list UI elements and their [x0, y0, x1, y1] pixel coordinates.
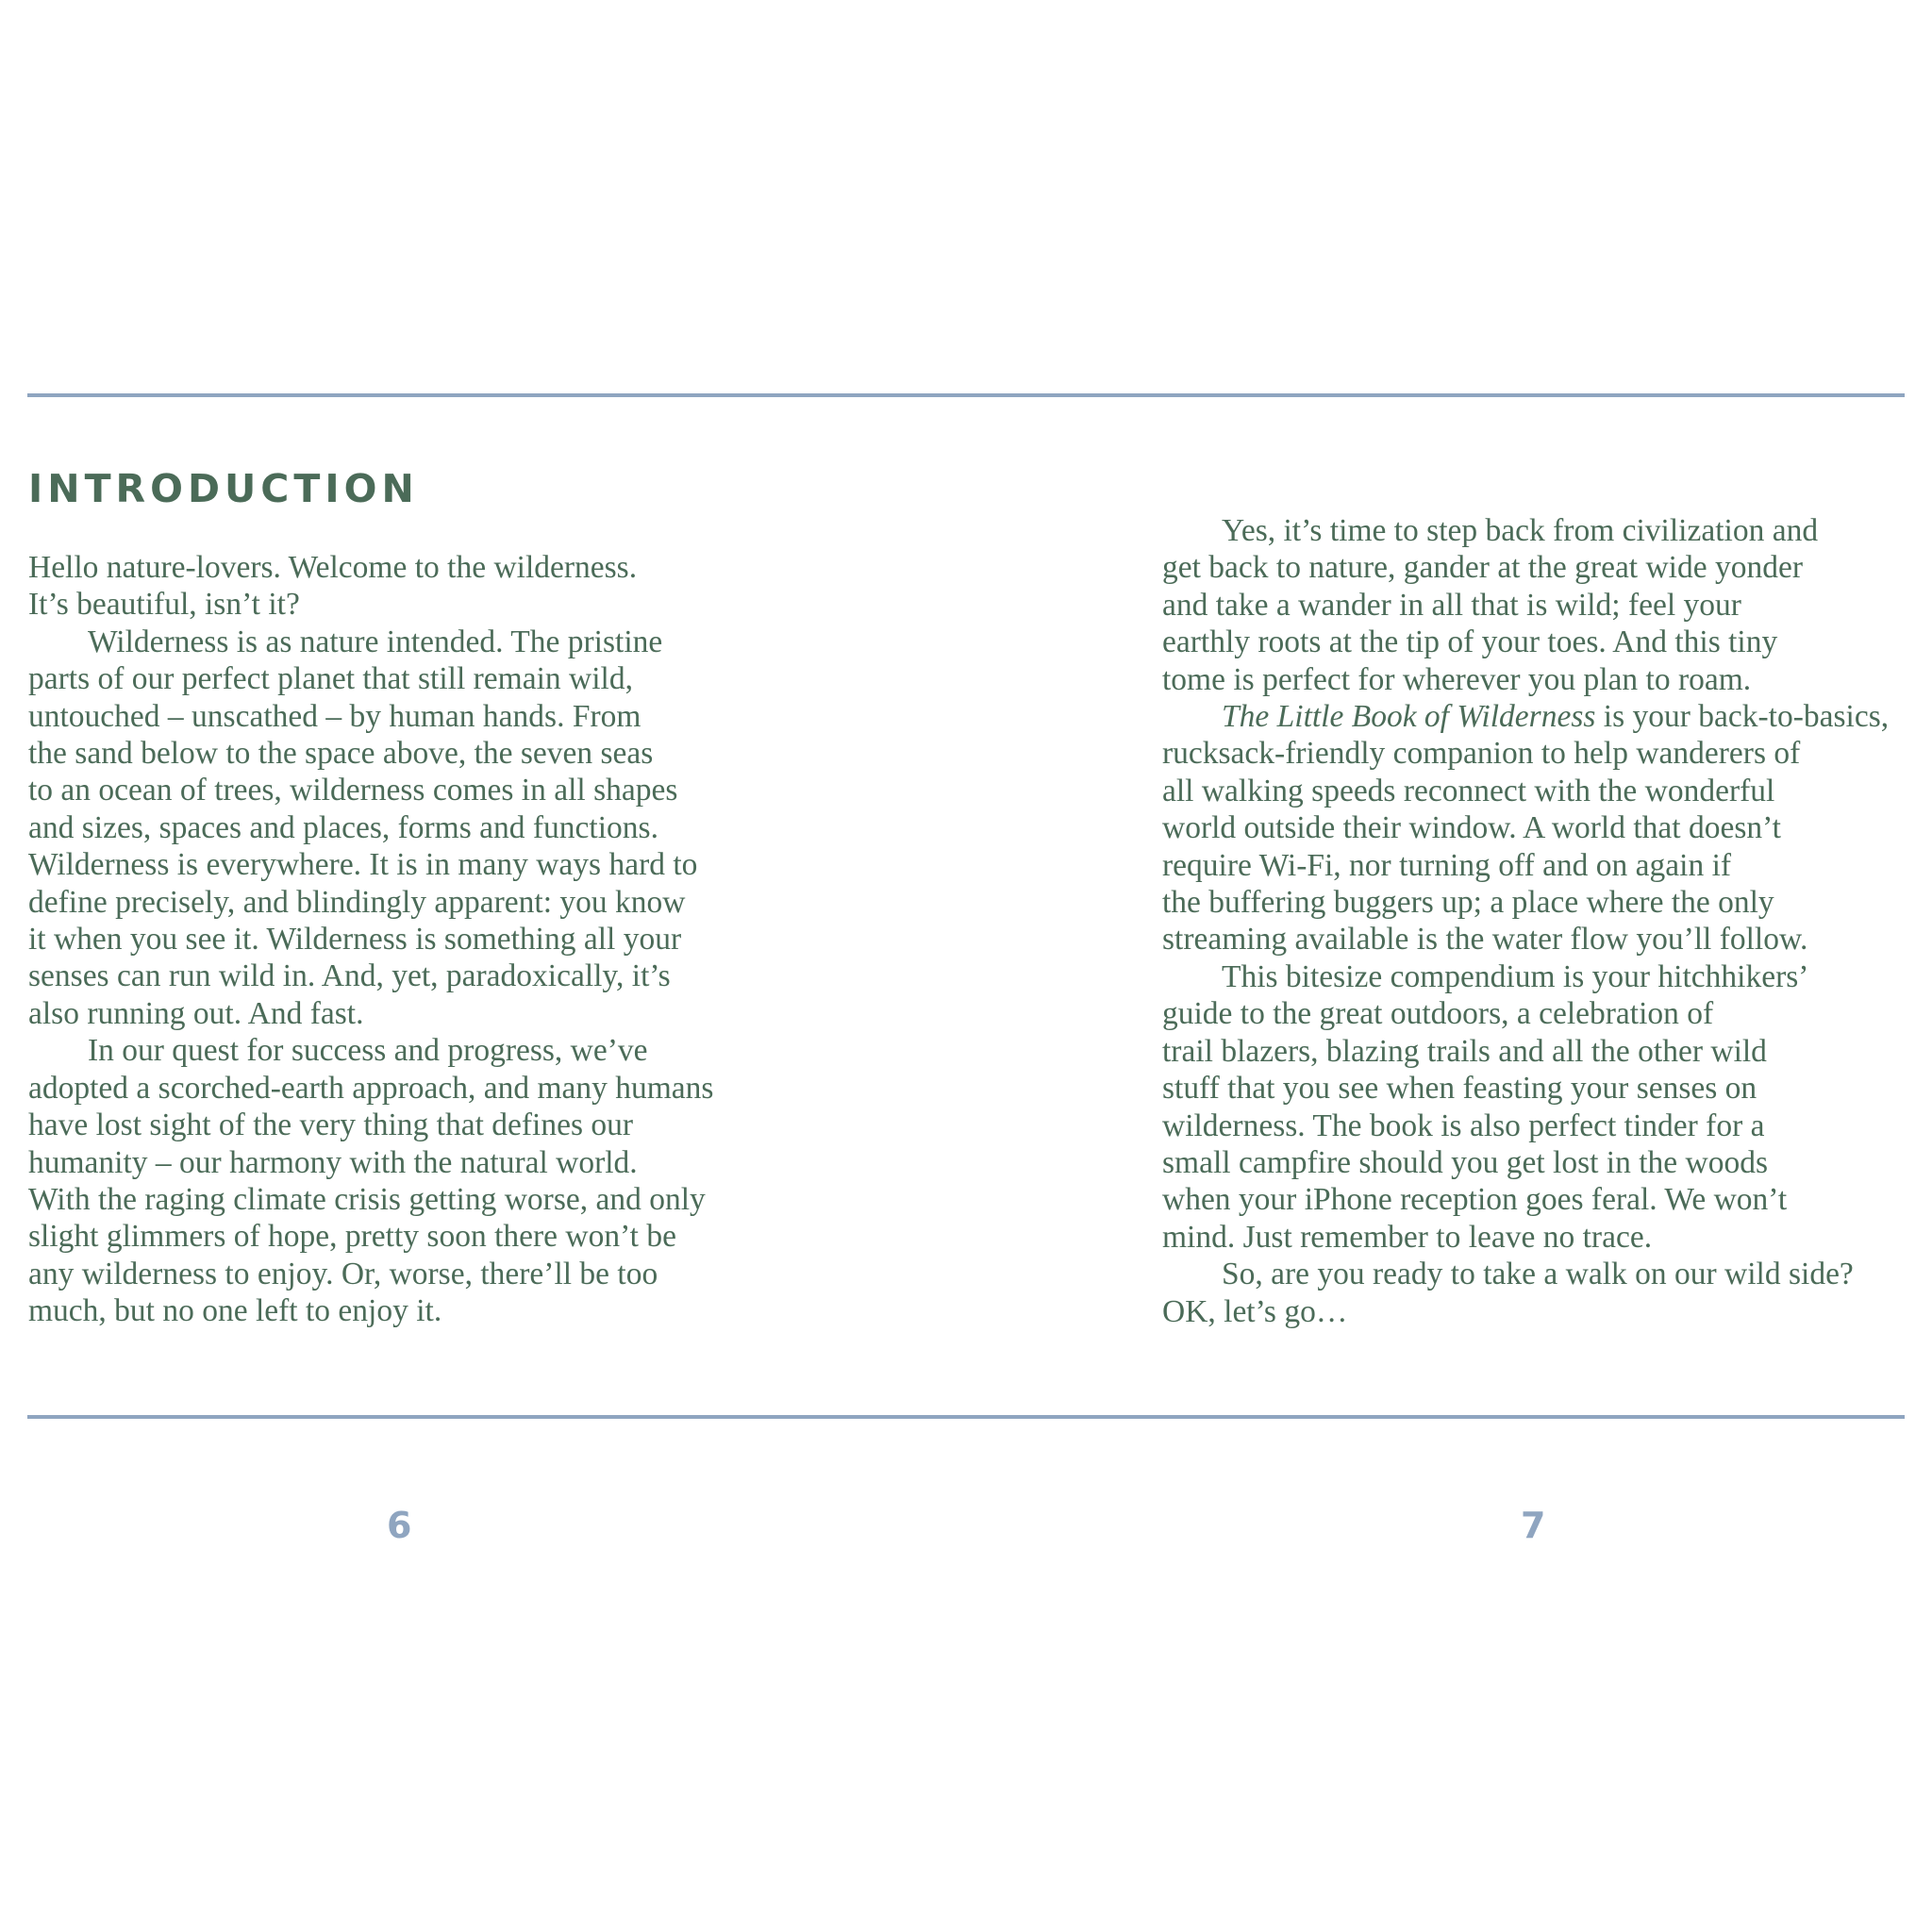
text-line: require Wi-Fi, nor turning off and on again if — [1162, 847, 1732, 883]
left-text-column — [28, 549, 840, 1330]
text-line: and take a wander in all that is wild; feel your — [1162, 587, 1741, 623]
text-line: when your iPhone reception goes feral. We won’t — [1162, 1182, 1788, 1218]
text-line: any wilderness to enjoy. Or, worse, there’ll be too — [28, 1256, 658, 1291]
text-line: Hello nature-lovers. Welcome to the wilderness. — [28, 550, 638, 585]
text-line: and sizes, spaces and places, forms and functions. — [28, 809, 658, 845]
text-line: the sand below to the space above, the seven seas — [28, 736, 654, 772]
chapter-heading: INTRODUCTION — [28, 466, 419, 511]
text-line: Yes, it’s time to step back from civilization and — [1222, 513, 1819, 548]
text-line: tome is perfect for wherever you plan to roam. — [1162, 661, 1752, 697]
text-line: humanity – our harmony with the natural world. — [28, 1144, 638, 1180]
text-line: So, are you ready to take a walk on our wild side? — [1222, 1257, 1854, 1292]
page-number-left: 6 — [387, 1505, 412, 1546]
text-line: slight glimmers of hope, pretty soon there won’t be — [28, 1219, 676, 1255]
text-line: get back to nature, gander at the great wide yonder — [1162, 550, 1804, 586]
text-line: it when you see it. Wilderness is something all your — [28, 922, 682, 958]
text-line: stuff that you see when feasting your senses on — [1162, 1071, 1757, 1107]
text-line: parts of our perfect planet that still remain wild, — [28, 661, 633, 697]
text-line-rest: is your back-to-basics, — [1595, 699, 1890, 735]
text-line: OK, let’s go… — [1162, 1293, 1348, 1329]
text-line: trail blazers, blazing trails and all the other wild — [1162, 1033, 1767, 1069]
text-line: the buffering buggers up; a place where the only — [1162, 885, 1774, 921]
text-line: all walking speeds reconnect with the wonderful — [1162, 773, 1775, 808]
text-line: world outside their window. A world that doesn’t — [1162, 810, 1781, 846]
text-line: have lost sight of the very thing that defines our — [28, 1108, 634, 1143]
book-title-italic: The Little Book of Wilderness — [1222, 699, 1596, 735]
text-line — [1162, 698, 1932, 735]
text-line: much, but no one left to enjoy it. — [28, 1293, 442, 1329]
top-rule — [27, 393, 1905, 397]
text-line: define precisely, and blindingly apparent: you know — [28, 884, 686, 920]
right-text-column — [1162, 512, 1932, 1330]
text-line: It’s beautiful, isn’t it? — [28, 587, 300, 623]
text-line: adopted a scorched-earth approach, and many humans — [28, 1070, 714, 1106]
text-line: streaming available is the water flow you’ll follow. — [1162, 922, 1808, 958]
text-line: Wilderness is as nature intended. The pristine — [88, 624, 663, 659]
text-line: wilderness. The book is also perfect tinder for a — [1162, 1108, 1765, 1143]
text-line: rucksack-friendly companion to help wanderers of — [1162, 736, 1801, 772]
text-line: Wilderness is everywhere. It is in many ways hard to — [28, 847, 698, 883]
text-line: to an ocean of trees, wilderness comes in all shapes — [28, 773, 678, 808]
page-number-right: 7 — [1521, 1505, 1546, 1546]
text-line: With the raging climate crisis getting worse, and only — [28, 1181, 706, 1217]
text-line: earthly roots at the tip of your toes. And this tiny — [1162, 625, 1778, 660]
text-line: senses can run wild in. And, yet, paradoxically, it’s — [28, 958, 671, 994]
text-line: guide to the great outdoors, a celebration of — [1162, 996, 1714, 1032]
text-line: also running out. And fast. — [28, 995, 364, 1031]
text-line: In our quest for success and progress, we’ve — [88, 1033, 648, 1069]
text-line: small campfire should you get lost in the woods — [1162, 1144, 1768, 1180]
text-line: mind. Just remember to leave no trace. — [1162, 1219, 1653, 1255]
text-line: untouched – unscathed – by human hands. From — [28, 698, 641, 734]
text-line: This bitesize compendium is your hitchhikers’ — [1222, 958, 1809, 994]
bottom-rule — [27, 1415, 1905, 1419]
